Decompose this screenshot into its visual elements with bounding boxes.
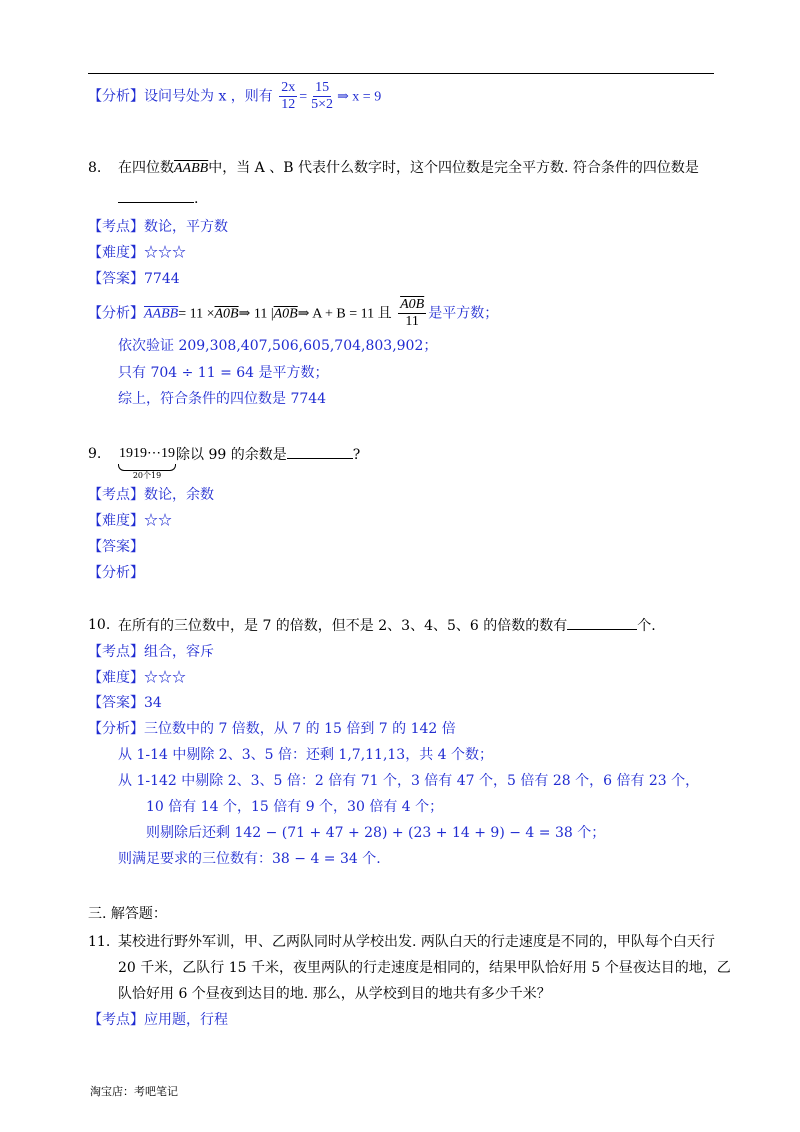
difficulty-stars: ☆☆☆ (144, 670, 186, 686)
q9-number: 9. (88, 446, 102, 462)
q8-blank-line: . (118, 188, 198, 209)
q9-answer-blank[interactable] (287, 444, 353, 459)
q11-kaodian: 【考点】应用题，行程 (88, 1012, 228, 1028)
q10-fenxi-line6: 则满足要求的三位数有：38 − 4 = 34 个. (118, 851, 381, 867)
q10-fenxi-line5: 则剔除后还剩 142 − (71 + 47 + 28) + (23 + 14 + 9) − 4 = 38 个； (146, 825, 606, 841)
q8-text: 在四位数AABB中，当 A 、B 代表什么数字时，这个四位数是完全平方数. 符合条件的四位数是 (118, 160, 699, 176)
underbrace (118, 464, 176, 471)
q9-expression: 1919⋯19 20个19 (119, 446, 175, 480)
q8-fenxi-line4: 综上，符合条件的四位数是 7744 (118, 391, 327, 407)
q11-line2: 20 千米，乙队行 15 千米，夜里两队的行走速度是相同的，结果甲队恰好用 5 个昼夜达目的地，乙 (118, 960, 731, 976)
q10-fenxi: 【分析】三位数中的 7 倍数，从 7 的 15 倍到 7 的 142 倍 (88, 721, 456, 737)
q10-fenxi-line2: 从 1-14 中剔除 2、3、5 倍：还剩 1,7,11,13，共 4 个数； (118, 747, 494, 763)
q8-fenxi-line3: 只有 704 ÷ 11 = 64 是平方数； (118, 365, 329, 381)
q11-number: 11. (88, 934, 111, 950)
q10-fenxi-line4: 10 倍有 14 个，15 倍有 9 个，30 倍有 4 个； (146, 799, 444, 815)
difficulty-stars: ☆☆ (144, 513, 172, 529)
q9-text: 1919⋯19 20个19 除以 99 的余数是 ? (119, 446, 361, 480)
q8-daan: 【答案】7744 (88, 271, 180, 287)
q9-nandu: 【难度】☆☆ (88, 513, 172, 529)
q8-fenxi-line2: 依次验证 209,308,407,506,605,704,803,902； (118, 338, 438, 354)
q8-fenxi: 【分析】AABB= 11 ×A0B⇒ 11 |A0B⇒ A + B = 11 且 $\frac{A0B}{11}$ 是平方数； (88, 297, 499, 329)
header-analysis-line: 【分析】设问号处为 x ，则有 $\frac{2x}{12}$ = $\frac{15}{5\times 2}$ ⇒ x = 9 (88, 80, 382, 112)
q10-daan: 【答案】34 (88, 695, 162, 711)
q11-line1: 某校进行野外军训，甲、乙两队同时从学校出发. 两队白天的行走速度是不同的，甲队每个白天行 (118, 934, 715, 950)
q11-line3: 队恰好用 6 个昼夜到达目的地. 那么，从学校到目的地共有多少千米？ (118, 986, 551, 1002)
q8-nandu: 【难度】☆☆☆ (88, 245, 186, 261)
q9-kaodian: 【考点】数论，余数 (88, 487, 214, 503)
q10-fenxi-line3: 从 1-142 中剔除 2、3、5 倍：2 倍有 71 个，3 倍有 47 个，5 倍有 28 个，6 倍有 23 个， (118, 773, 700, 789)
q10-answer-blank[interactable] (567, 615, 637, 630)
difficulty-stars: ☆☆☆ (144, 245, 186, 261)
analysis-result: ⇒ x = 9 (337, 89, 382, 105)
section-title: 三. 解答题： (88, 906, 167, 922)
q9-daan: 【答案】 (88, 539, 144, 555)
fraction-a0b-11: $\frac{A0B}{11}$ (400, 297, 425, 329)
q10-text: 在所有的三位数中，是 7 的倍数，但不是 2、3、4、5、6 的倍数的数有 个. (118, 615, 656, 636)
q10-number: 10. (88, 617, 111, 633)
analysis-text: 设问号处为 x ，则有 (144, 88, 273, 105)
q10-nandu: 【难度】☆☆☆ (88, 670, 186, 686)
fraction-15-5x2: $\frac{15}{5\times 2}$ (311, 80, 334, 112)
q10-kaodian: 【考点】组合，容斥 (88, 644, 214, 660)
footer-shop: 淘宝店：考吧笔记 (90, 1085, 178, 1098)
q8-aabb: AABB (174, 161, 209, 176)
q8-number: 8. (88, 160, 102, 176)
q8-kaodian: 【考点】数论，平方数 (88, 219, 228, 235)
q9-fenxi: 【分析】 (88, 565, 144, 581)
analysis-label: 【分析】 (88, 88, 144, 105)
fraction-2x-12: $\frac{2x}{12}$ (281, 80, 296, 112)
q8-answer-blank[interactable] (118, 188, 194, 203)
header-rule (88, 73, 714, 74)
